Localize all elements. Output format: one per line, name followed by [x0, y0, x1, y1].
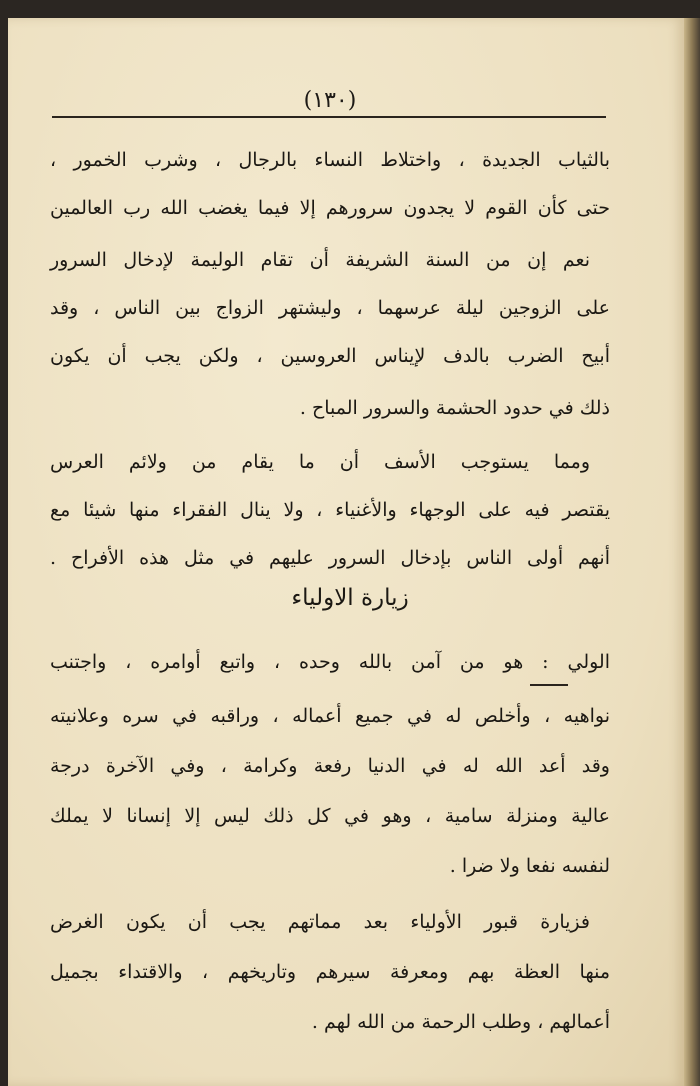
text-line: أنهم أولى الناس بإدخال السرور عليهم في مثل هذه الأفراح .: [50, 547, 610, 569]
text-line: ومما يستوجب الأسف أن ما يقام من ولائم العرس: [50, 451, 590, 473]
text-line: أبيح الضرب بالدف لإيناس العروسين ، ولكن يجب أن يكون: [50, 345, 610, 367]
text-line: على الزوجين ليلة عرسهما ، وليشتهر الزواج بين الناس ، وقد: [50, 297, 610, 319]
section-title: زيارة الاولياء: [291, 585, 409, 611]
header-rule: [52, 116, 606, 118]
text-line: ذلك في حدود الحشمة والسرور المباح .: [299, 397, 610, 419]
page-number: (١٣٠): [303, 88, 357, 113]
text-line: وقد أعد الله له في الدنيا رفعة وكرامة ، وفي الآخرة درجة: [50, 755, 610, 777]
text-line: فزيارة قبور الأولياء بعد مماتهم يجب أن يكون الغرض: [50, 911, 590, 933]
text-line: بالثياب الجديدة ، واختلاط النساء بالرجال ، وشرب الخمور ،: [50, 149, 610, 171]
term-underline: [530, 684, 568, 686]
text-line: عالية ومنزلة سامية ، وهو في كل ذلك ليس إلا إنسانا لا يملك: [50, 805, 610, 827]
text-line: نعم إن من السنة الشريفة أن تقام الوليمة لإدخال السرور: [50, 249, 590, 271]
text-line: لنفسه نفعا ولا ضرا .: [449, 855, 610, 877]
book-binding: [684, 18, 700, 1086]
text-line: يقتصر فيه على الوجهاء والأغنياء ، ولا ينال الفقراء منها شيئا مع: [50, 499, 610, 521]
text-line: الولي : هو من آمن بالله وحده ، واتبع أوامره ، واجتنب: [50, 651, 610, 673]
text-line: نواهيه ، وأخلص له في جميع أعماله ، وراقبه في سره وعلانيته: [50, 705, 610, 727]
text-line: أعمالهم ، وطلب الرحمة من الله لهم .: [311, 1011, 610, 1033]
text-line: حتى كأن القوم لا يجدون سرورهم إلا فيما يغضب الله رب العالمين: [50, 197, 610, 219]
text-line: منها العظة بهم ومعرفة سيرهم وتاريخهم ، والاقتداء بجميل: [50, 961, 610, 983]
